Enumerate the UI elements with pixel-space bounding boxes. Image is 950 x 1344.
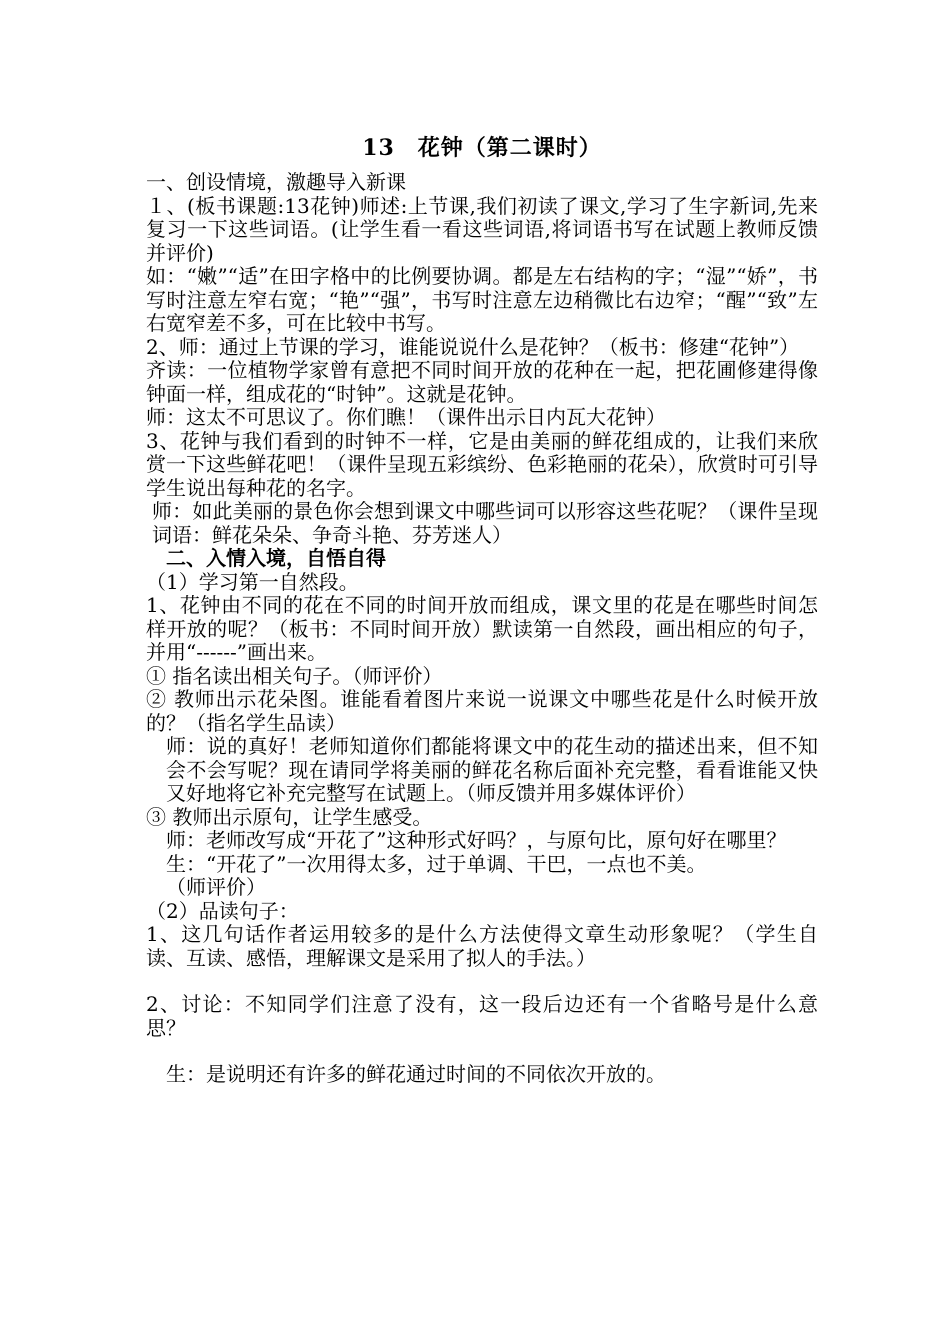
paragraph-4: 齐读：一位植物学家曾有意把不同时间开放的花种在一起，把花圃修建得像钟面一样，组成花的“时钟”。这就是花钟。 xyxy=(146,358,818,406)
paragraph-5: 师：这太不可思议了。你们瞧！（课件出示日内瓦大花钟） xyxy=(146,405,666,429)
paragraph-10: ② 教师出示花朵图。谁能看着图片来说一说课文中哪些花是什么时候开放的？（指名学生品读） xyxy=(146,687,818,735)
subsection-heading-2: （2）品读句子： xyxy=(146,898,299,923)
paragraph-3: 2、师：通过上节课的学习，谁能说说什么是花钟？（板书：修建“花钟”） xyxy=(146,334,800,359)
paragraph-7: 师：如此美丽的景色你会想到课文中哪些词可以形容这些花呢？（课件呈现词语：鲜花朵朵、争奇斗艳、芬芳迷人） xyxy=(152,499,818,547)
paragraph-16: 1、这几句话作者运用较多的是什么方法使得文章生动形象呢？（学生自读、互读、感悟，理解课文是采用了拟人的手法。） xyxy=(146,922,818,970)
paragraph-14: 生：“开花了”一次用得太多，过于单调、干巴，一点也不美。 xyxy=(166,851,707,876)
paragraph-18: 生：是说明还有许多的鲜花通过时间的不同依次开放的。 xyxy=(166,1062,666,1086)
blank-line xyxy=(146,1040,818,1063)
paragraph-17: 2、讨论：不知同学们注意了没有，这一段后边还有一个省略号是什么意思？ xyxy=(146,992,818,1040)
paragraph-12: ③ 教师出示原句，让学生感受。 xyxy=(146,804,433,829)
subsection-heading-1: （1）学习第一自然段。 xyxy=(146,569,359,594)
paragraph-1: １、(板书课题:13花钟)师述:上节课,我们初读了课文,学习了生字新词,先来复习一下这些词语。(让学生看一看这些词语,将词语书写在试题上教师反馈并评价) xyxy=(146,193,818,265)
document-page xyxy=(146,133,818,1087)
section-heading-2: 二、入情入境，自悟自得 xyxy=(166,546,386,570)
paragraph-15: （师评价） xyxy=(166,875,266,899)
paragraph-6: 3、花钟与我们看到的时钟不一样，它是由美丽的鲜花组成的，让我们来欣赏一下这些鲜花吧！（课件呈现五彩缤纷、色彩艳丽的花朵），欣赏时可引导学生说出每种花的名字。 xyxy=(146,428,818,500)
paragraph-2: 如：“嫩”“适”在田字格中的比例要协调。都是左右结构的字；“湿”“娇”，书写时注意左窄右宽；“艳”“强”，书写时注意左边稍微比右边窄；“醒”“致”左右宽窄差不多，可在比较中书写。 xyxy=(146,264,818,335)
paragraph-9: ① 指名读出相关句子。（师评价） xyxy=(146,663,443,688)
paragraph-8: 1、花钟由不同的花在不同的时间开放而组成，课文里的花是在哪些时间怎样开放的呢？（板书：不同时间开放）默读第一自然段，画出相应的句子，并用“------”画出来。 xyxy=(146,593,818,664)
paragraph-11: 师：说的真好！老师知道你们都能将课文中的花生动的描述出来，但不知会不会写呢？现在请同学将美丽的鲜花名称后面补充完整，看看谁能又快又好地将它补充完整写在试题上。（师反馈并用多媒体评价） xyxy=(166,734,818,805)
section-heading-1: 一、创设情境，激趣导入新课 xyxy=(146,170,406,194)
blank-line xyxy=(146,970,818,993)
page-title: 13 花钟（第二课时） xyxy=(362,135,602,161)
paragraph-13: 师：老师改写成“开花了”这种形式好吗？，与原句比，原句好在哪里？ xyxy=(166,828,787,852)
